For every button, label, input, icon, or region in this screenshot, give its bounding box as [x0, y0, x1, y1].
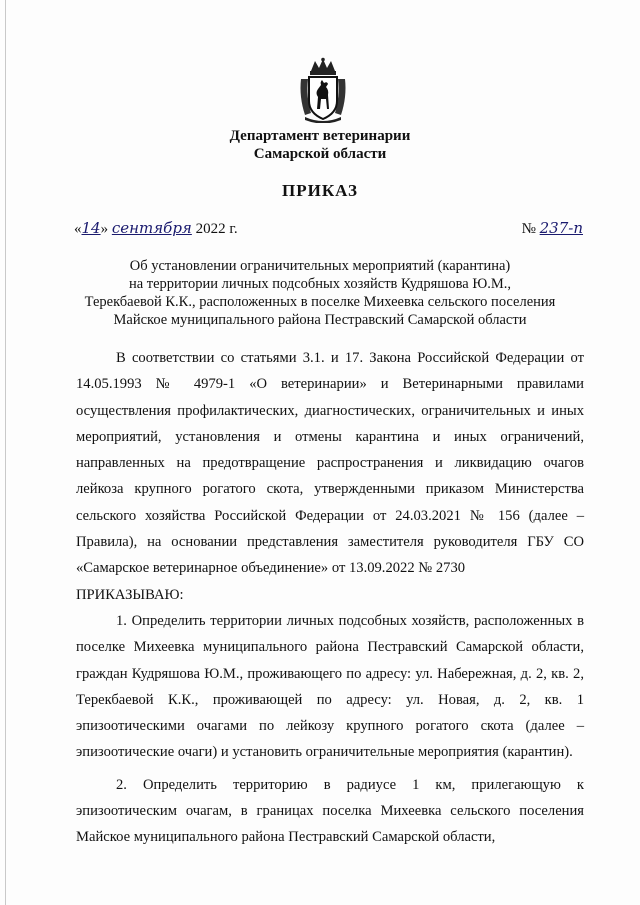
order-body: [76, 345, 584, 851]
order-subject: [0, 257, 640, 329]
document-title: ПРИКАЗ: [282, 181, 358, 200]
order-item-1: 1. Определить территории личных подсобных хозяйств, расположенных в поселке Михеевка муниципального района Пестравский Самарской области, граждан Кудряшова Ю.М., проживающего по адресу: ул. Набережная, д. 2, кв. 2, Терекбаевой К.К., проживающей по адресу: ул. Новая, д. 2, кв. 1 эпизоотическими очагами по лейкозу крупного рогатого скота (далее – эпизоотические очаги) и установить ограничительные мероприятия (карантин).: [76, 612, 584, 761]
date-month-handwritten: сентября: [111, 219, 192, 237]
date-year: 2022 г.: [195, 221, 238, 237]
subject-line-1: Об установлении ограничительных мероприятий (карантина): [129, 258, 511, 274]
department-name: [0, 127, 640, 163]
date-day-handwritten: 14: [81, 219, 101, 237]
department-line-2: Самарской области: [253, 146, 387, 162]
order-date: [74, 219, 238, 238]
order-number: [522, 219, 583, 238]
preamble-paragraph: В соответствии со статьями 3.1. и 17. Закона Российской Федерации от 14.05.1993 № 4979-1 «О ветеринарии» и Ветеринарными правилами осуществления профилактических, диагностических, ограничительных и иных мероприятий, установления и отмены карантина и иных ограничений, направленных на предотвращение распространения и ликвидацию очагов лейкоза крупного рогатого скота, утвержденными приказом Министерства сельского хозяйства Российской Федерации от 24.03.2021 № 156 (далее – Правила), на основании представления заместителя руководителя ГБУ СО «Самарское ветеринарное объединение» от 13.09.2022 № 2730: [76, 350, 584, 577]
date-open-quote: «: [74, 221, 82, 237]
order-number-prefix: №: [521, 221, 536, 237]
department-line-1: Департамент ветеринарии: [229, 128, 411, 144]
samara-coat-of-arms-emblem: [297, 57, 349, 123]
subject-line-3: Терекбаевой К.К., расположенных в поселке Михеевка сельского поселения: [84, 294, 556, 310]
order-word: ПРИКАЗЫВАЮ:: [76, 586, 184, 603]
subject-line-2: на территории личных подсобных хозяйств Кудряшова Ю.М.,: [128, 276, 512, 292]
date-close-quote: »: [100, 221, 109, 237]
subject-line-4: Майское муниципального района Пестравский Самарской области: [113, 312, 527, 328]
order-item-2: 2. Определить территорию в радиусе 1 км, прилегающую к эпизоотическим очагам, в границах поселка Михеевка сельского поселения Майское муниципального района Пестравский Самарской области,: [76, 776, 584, 846]
order-number-handwritten: 237-п: [539, 219, 583, 237]
